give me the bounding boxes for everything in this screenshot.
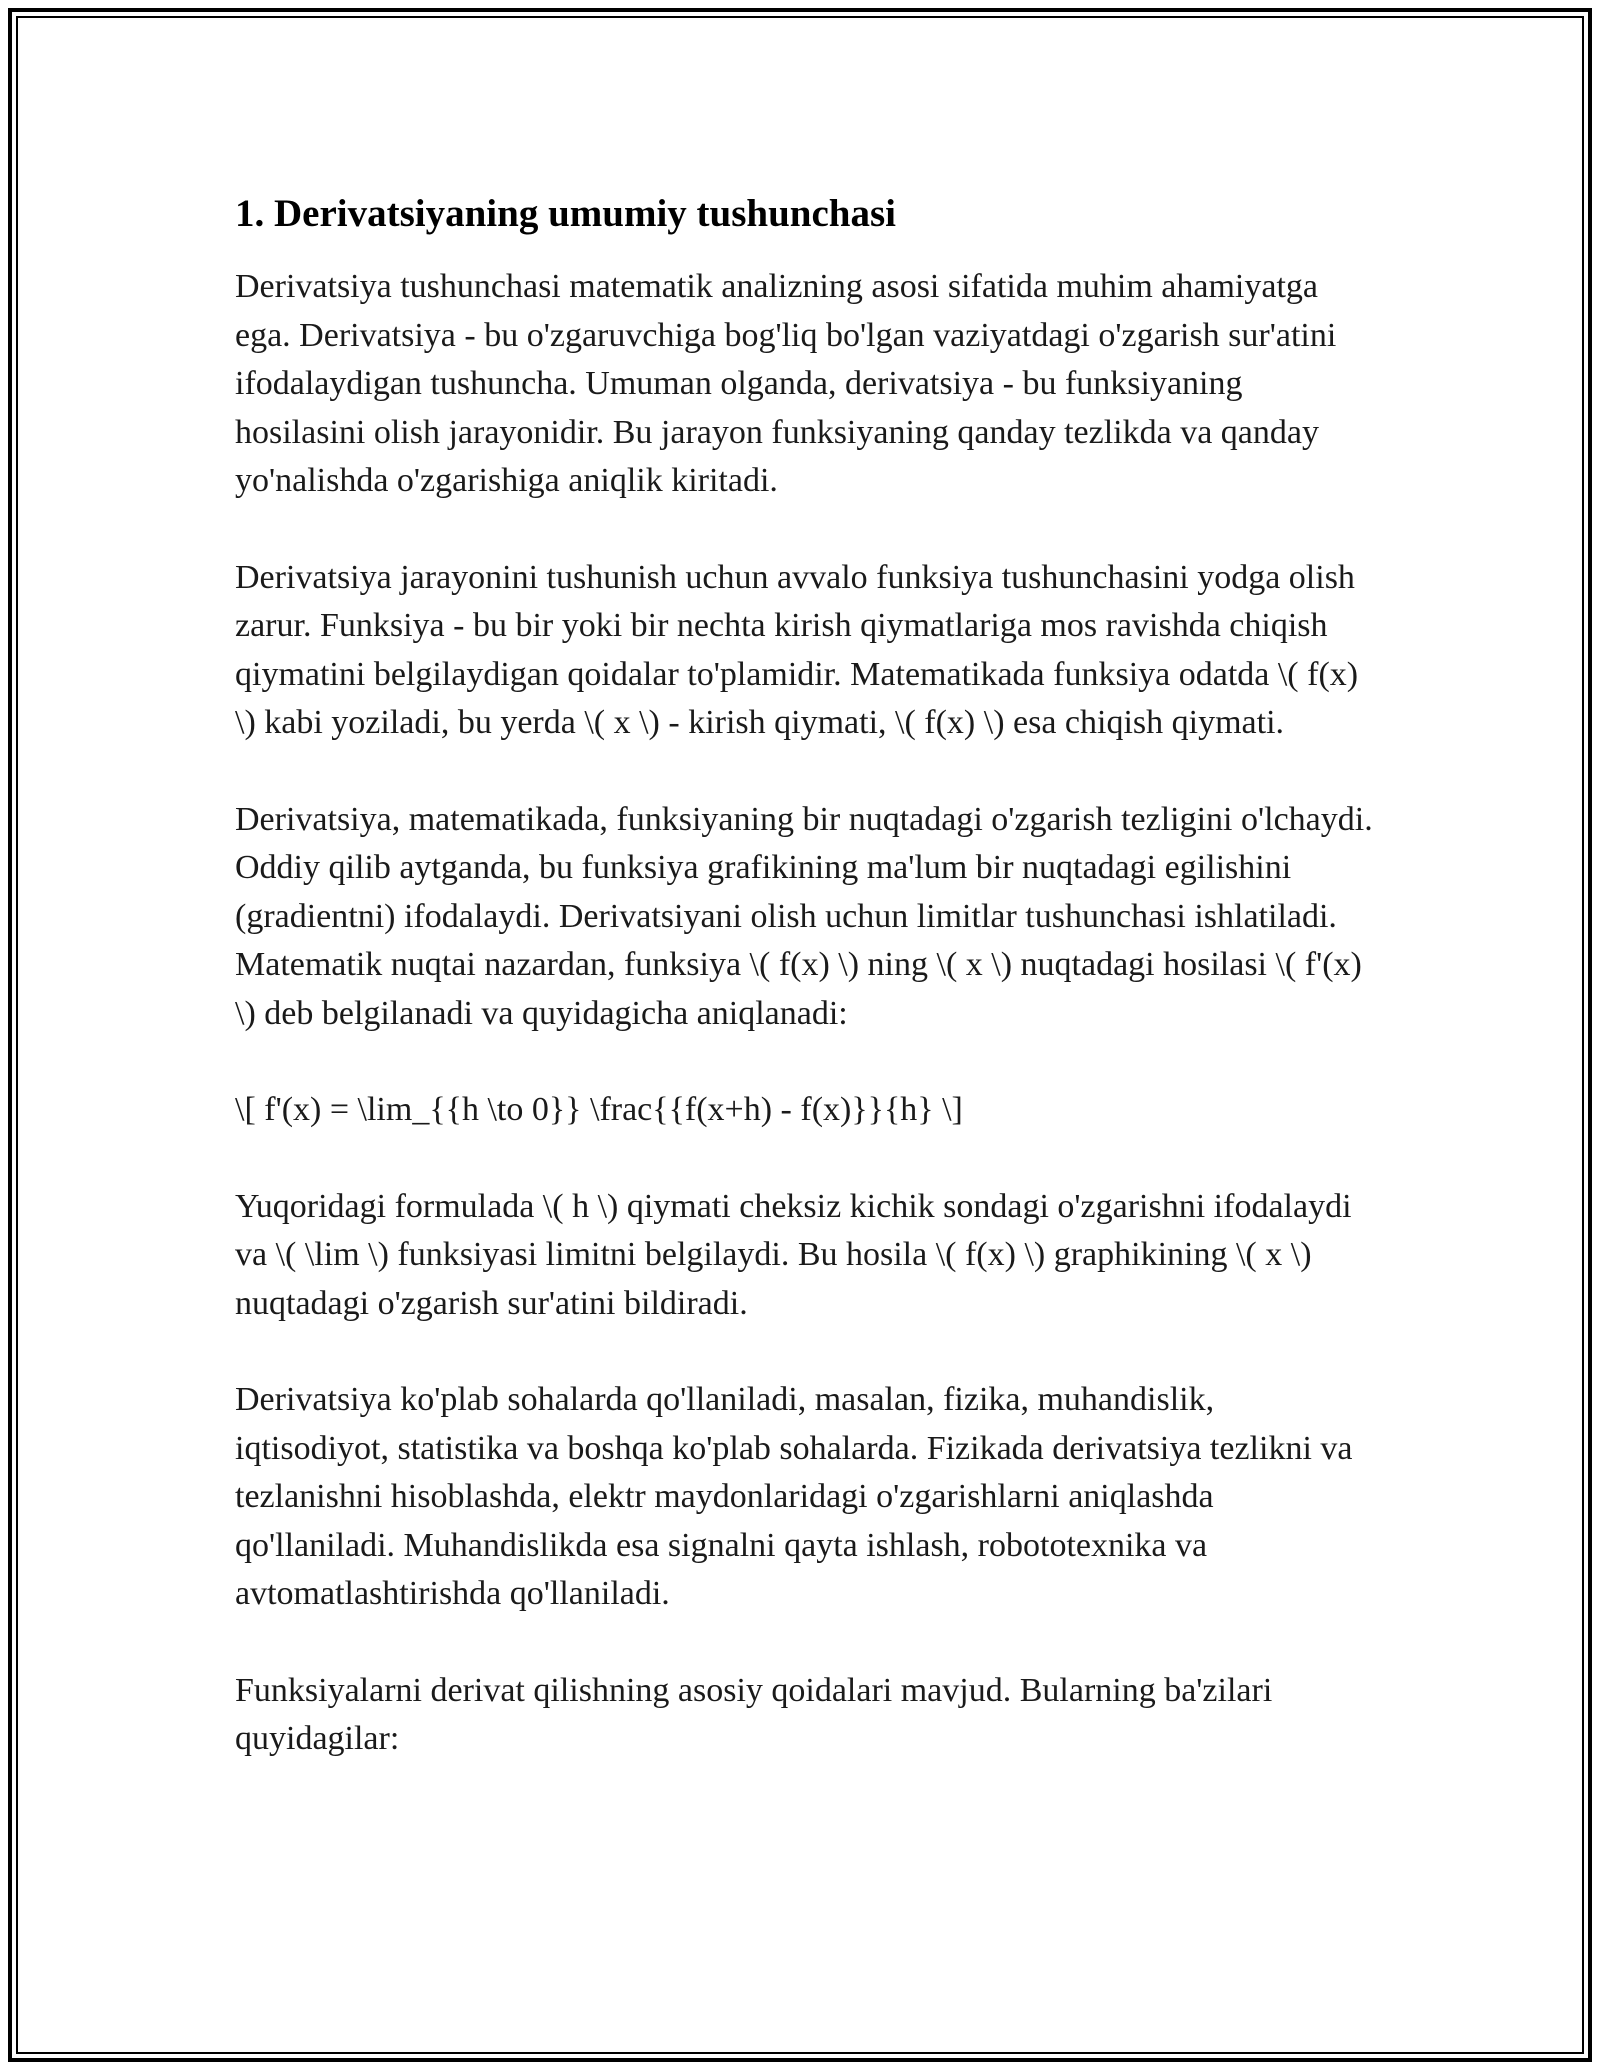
paragraph-function-concept: Derivatsiya jarayonini tushunish uchun avvalo funksiya tushunchasini yodga olish zarur. Funksiya - bu bir yoki bir nechta kirish qiymatlariga mos ravishda chiqish qiymatini belgilaydigan qoidalar to'plamidir. Matematikada funksiya odatda \( f(x) \) kabi yoziladi, bu yerda \( x \) - kirish qiymati, \( f(x) \) esa chiqish qiymati. (235, 558, 1359, 741)
derivative-formula: \[ f'(x) = \lim_{{h \to 0}} \frac{{f(x+h) - f(x)}}{h} \] (235, 1091, 963, 1128)
paragraph-applications: Derivatsiya ko'plab sohalarda qo'llaniladi, masalan, fizika, muhandislik, iqtisodiyot, statistika va boshqa ko'plab sohalarda. Fizikada derivatsiya tezlikni va tezlanishni hisoblashda, elektr maydonlaridagi o'zgarishlarni aniqlashda qo'llaniladi. Muhandislikda esa signalni qayta ishlash, robototexnika va avtomatlashtirishda qo'llaniladi. (235, 1381, 1353, 1612)
paragraph-rules-intro: Funksiyalarni derivat qilishning asosiy qoidalari mavjud. Bularning ba'zilari quyidagilar: (235, 1671, 1273, 1757)
document-body (235, 185, 1375, 1812)
section-heading: 1. Derivatsiyaning umumiy tushunchasi (235, 192, 896, 235)
paragraph-intro: Derivatsiya tushunchasi matematik analizning asosi sifatida muhim ahamiyatga ega. Derivatsiya - bu o'zgaruvchiga bog'liq bo'lgan vaziyatdagi o'zgarish sur'atini ifodalaydigan tushuncha. Umuman olganda, derivatsiya - bu funksiyaning hosilasini olish jarayonidir. Bu jarayon funksiyaning qanday tezlikda va qanday yo'nalishda o'zgarishiga aniqlik kiritadi. (235, 268, 1337, 499)
paragraph-derivative-definition: Derivatsiya, matematikada, funksiyaning bir nuqtadagi o'zgarish tezligini o'lchaydi. Oddiy qilib aytganda, bu funksiya grafikining ma'lum bir nuqtadagi egilishini (gradientni) ifodalaydi. Derivatsiyani olish uchun limitlar tushunchasi ishlatiladi. Matematik nuqtai nazardan, funksiya \( f(x) \) ning \( x \) nuqtadagi hosilasi \( f'(x) \) deb belgilanadi va quyidagicha aniqlanadi: (235, 800, 1373, 1032)
paragraph-formula-explanation: Yuqoridagi formulada \( h \) qiymati cheksiz kichik sondagi o'zgarishni ifodalaydi va \( \lim \) funksiyasi limitni belgilaydi. Bu hosila \( f(x) \) graphikining \( x \) nuqtadagi o'zgarish sur'atini bildiradi. (235, 1187, 1352, 1322)
